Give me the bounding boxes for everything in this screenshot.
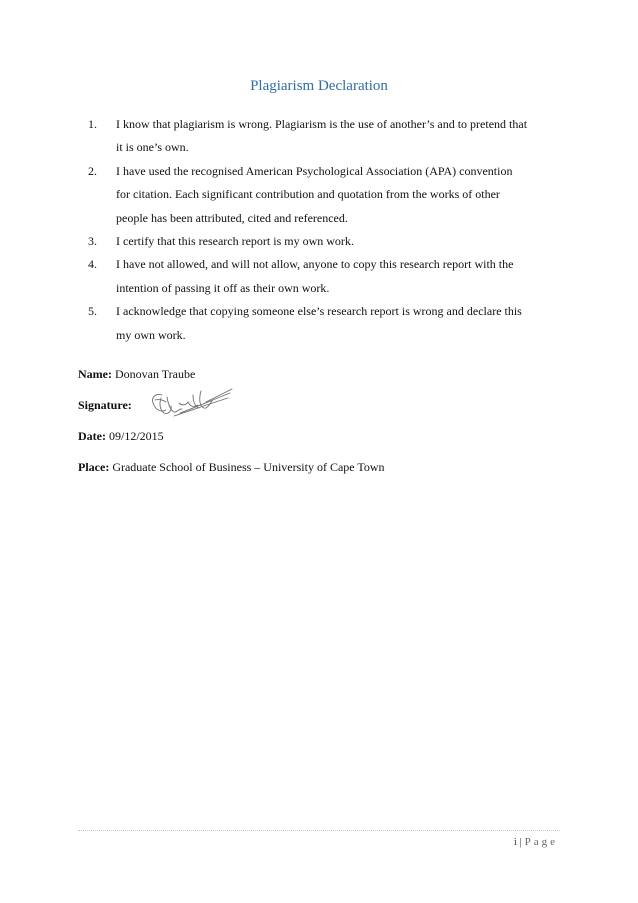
name-value: Donovan Traube: [114, 367, 196, 381]
declaration-line: I certify that this research report is my own work.: [116, 234, 354, 249]
declaration-number: 1.: [88, 117, 97, 131]
declaration-line: for citation. Each significant contribution and quotation from the works of other: [116, 187, 500, 202]
declaration-item: [88, 300, 558, 347]
place-value: Graduate School of Business – University of Cape Town: [112, 460, 385, 474]
declaration-number: 5.: [88, 304, 97, 319]
declaration-item: [88, 113, 558, 160]
date-value: 09/12/2015: [108, 429, 164, 443]
signature-image: [146, 386, 236, 420]
signature-field: [78, 398, 132, 413]
date-label: Date:: [78, 429, 106, 443]
declaration-item: [88, 160, 558, 230]
page-separator: |: [519, 836, 522, 848]
declaration-number: 3.: [88, 234, 97, 249]
footer-divider: [78, 830, 560, 831]
declaration-text: [116, 160, 558, 230]
declaration-line: my own work.: [116, 327, 186, 342]
declaration-text: [116, 253, 558, 300]
place-field: [78, 460, 385, 475]
signature-label: Signature:: [78, 398, 132, 412]
page-number: i: [513, 836, 517, 848]
declaration-item: [88, 253, 558, 300]
declaration-number: 2.: [88, 163, 97, 178]
declaration-line: people has been attributed, cited and referenced.: [116, 210, 348, 225]
declaration-line: I acknowledge that copying someone else’s research report is wrong and declare this: [116, 304, 522, 319]
declaration-line: it is one’s own.: [116, 140, 189, 155]
date-field: [78, 429, 164, 444]
declaration-item: [88, 230, 558, 253]
declaration-text: [116, 300, 558, 347]
declaration-number: 4.: [88, 257, 97, 272]
declaration-text: [116, 113, 558, 160]
name-field: [78, 367, 195, 382]
page-word: Page: [524, 836, 558, 848]
page-footer: [514, 836, 558, 848]
declaration-line: I have used the recognised American Psychological Association (APA) convention: [116, 163, 513, 178]
declaration-list: [88, 113, 558, 347]
declaration-line: intention of passing it off as their own work.: [116, 280, 330, 295]
name-label: Name:: [78, 367, 112, 381]
declaration-line: I have not allowed, and will not allow, anyone to copy this research report with the: [116, 257, 514, 272]
page-title: Plagiarism Declaration: [250, 78, 388, 94]
place-label: Place:: [78, 460, 110, 474]
declaration-line: I know that plagiarism is wrong. Plagiarism is the use of another’s and to pretend that: [116, 117, 528, 131]
declaration-text: [116, 230, 558, 253]
